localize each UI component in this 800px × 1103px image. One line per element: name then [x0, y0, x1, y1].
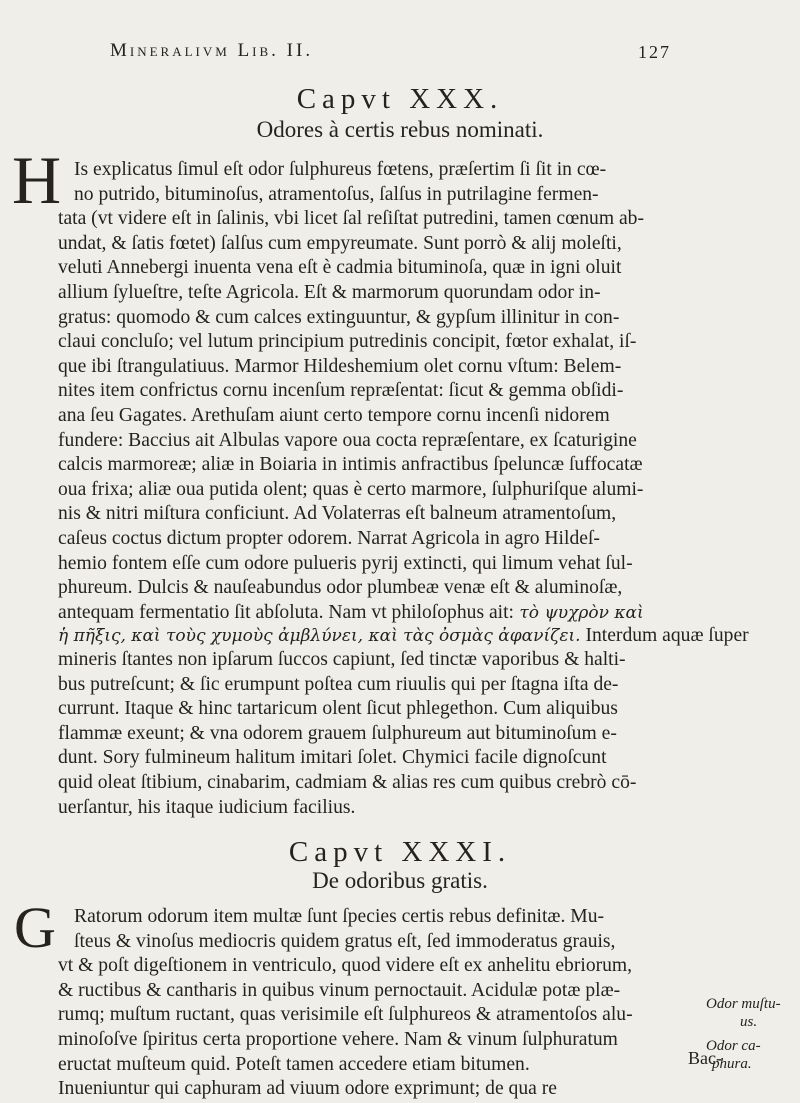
- text-line: eructat muſteum quid. Poteſt tamen accedere etiam bitumen.: [58, 1053, 530, 1075]
- text-line: Inueniuntur qui caphuram ad viuum odore exprimunt; de qua re: [58, 1078, 557, 1100]
- chapter-31-subtitle: De odoribus gratis.: [312, 868, 488, 893]
- drop-cap-g: G: [14, 895, 56, 960]
- text-line: caſeus coctus dictum propter odorem. Narrat Agricola in agro Hildeſ-: [58, 528, 600, 549]
- greek-quote-a: ἡ πῆξις, καὶ τοὺς χυμοὺς ἀμβλύνει, καὶ τὰς ὀσμὰς ἀφανίζει.: [58, 626, 581, 646]
- margin-note-2: us.: [740, 1014, 758, 1030]
- chapter-30-subtitle: Odores à certis rebus nominati.: [256, 117, 544, 142]
- text-line: oua frixa; aliæ oua putida olent; quas è certo marmore, ſulphuriſque alumi-: [58, 478, 644, 500]
- text-line: antequam fermentatio ſit abſoluta. Nam vt philoſophus ait: τὸ ψυχρὸν καὶ: [58, 601, 644, 623]
- text-line: veluti Annebergi inuenta vena eſt è cadmia bituminoſa, quæ in igni oluit: [58, 257, 622, 279]
- text-line: allium ſylueſtre, teſte Agricola. Eſt & marmorum quorundam odor in-: [58, 282, 601, 303]
- text-line: phureum. Dulcis & nauſeabundus odor plumbeæ venæ eſt & aluminoſæ,: [58, 577, 623, 599]
- text-line: undat, & ſatis fœtet) ſalſus cum empyreumate. Sunt porrò & alij moleſti,: [58, 232, 622, 254]
- margin-note-4: phura.: [712, 1056, 752, 1072]
- drop-cap-h: H: [12, 142, 62, 218]
- text-line: claui concluſo; vel lutum principium putredinis concipit, fœtor exhalat, iſ-: [58, 331, 637, 353]
- text-line: calcis marmoreæ; aliæ in Boiaria in intimis anfractibus ſpeluncæ ſuffocatæ: [58, 454, 643, 476]
- text-line: que ibi ſtrangulatiuus. Marmor Hildeshemium olet cornu vſtum: Belem-: [58, 355, 622, 377]
- text-line: hemio fontem eſſe cum odore pulueris pyrij extincti, qui limum vehat ſul-: [58, 552, 633, 574]
- text-line: & ructibus & cantharis in quibus vinum pernoctauit. Acidulæ potæ plæ-: [58, 979, 621, 1001]
- text-line: nites item confrictus cornu incenſum repræſentat: ſicut & gemma obſidi-: [58, 380, 624, 402]
- text-line: nis & nitri miſtura conficiunt. Ad Volaterras eſt balneum atramentoſum,: [58, 503, 617, 525]
- after-greek-text: Interdum aquæ ſuper: [585, 625, 749, 646]
- text-line: Ratorum odorum item multæ ſunt ſpecies certis rebus definitæ. Mu-: [74, 906, 605, 927]
- text-line: fundere: Baccius ait Albulas vapore oua cocta repræſentare, ex ſcaturigine: [58, 429, 637, 451]
- text-line: ana ſeu Gagates. Arethuſam aiunt certo tempore cornu incenſi nidorem: [58, 405, 610, 426]
- text-line: tata (vt videre eſt in ſalinis, vbi licet ſal reſiſtat putredini, tamen cœnum ab-: [58, 208, 644, 230]
- text-line: minoſoſve ſpiritus certa proportione vehere. Nam & vinum ſulphuratum: [58, 1029, 618, 1050]
- catchword: Bac-: [688, 1048, 722, 1068]
- text-line: dunt. Sory fulmineum halitum imitari ſolet. Chymici facile dignoſcunt: [58, 747, 607, 769]
- text-line: mineris ſtantes non ipſarum ſuccos capiunt, ſed tinctæ vaporibus & halti-: [58, 649, 626, 670]
- greek-quote-b: τὸ ψυχρὸν καὶ: [514, 602, 644, 623]
- text-line: flammæ exeunt; & vna odorem grauem ſulphureum aut bituminoſum e-: [58, 722, 617, 744]
- chapter-30-heading: Capvt XXX.: [296, 83, 504, 115]
- text-line: Is explicatus ſimul eſt odor ſulphureus fœtens, præſertim ſi ſit in cœ-: [74, 159, 607, 180]
- running-title: Mineralivm Lib. II.: [110, 40, 314, 61]
- text-line: gratus: quomodo & cum calces extinguuntur, & gypſum illinitur in con-: [58, 306, 620, 328]
- margin-note-3: Odor ca-: [706, 1038, 761, 1054]
- text-line: uerſantur, his itaque iudicium facilius.: [58, 796, 356, 818]
- running-head: [0, 40, 800, 70]
- text-line: currunt. Itaque & hinc tartaricum olent ſicut phlegethon. Cum aliquibus: [58, 698, 618, 720]
- text-line: bus putreſcunt; & ſic erumpunt poſtea cum riuulis qui per ſtagna iſta de-: [58, 673, 619, 695]
- text-line: quid oleat ſtibium, cinabarim, cadmiam & alias res cum quibus crebrò cō-: [58, 772, 637, 793]
- margin-note-1: Odor muſtu-: [706, 996, 781, 1012]
- text-line: ſteus & vinoſus mediocris quidem gratus eſt, ſed immoderatus grauis,: [74, 930, 616, 952]
- text-line: no putrido, bituminoſus, atramentoſus, ſalſus in putrilagine fermen-: [74, 183, 599, 205]
- chapter-31-heading: Capvt XXXI.: [288, 836, 512, 868]
- page-number: 127: [638, 42, 671, 62]
- text-line: vt & poſt digeſtionem in ventriculo, quod videre eſt ex anhelitu ebriorum,: [58, 955, 633, 977]
- text-line: rumq; muſtum ructant, quas verisimile eſt ſulphureos & atramentoſos alu-: [58, 1004, 633, 1026]
